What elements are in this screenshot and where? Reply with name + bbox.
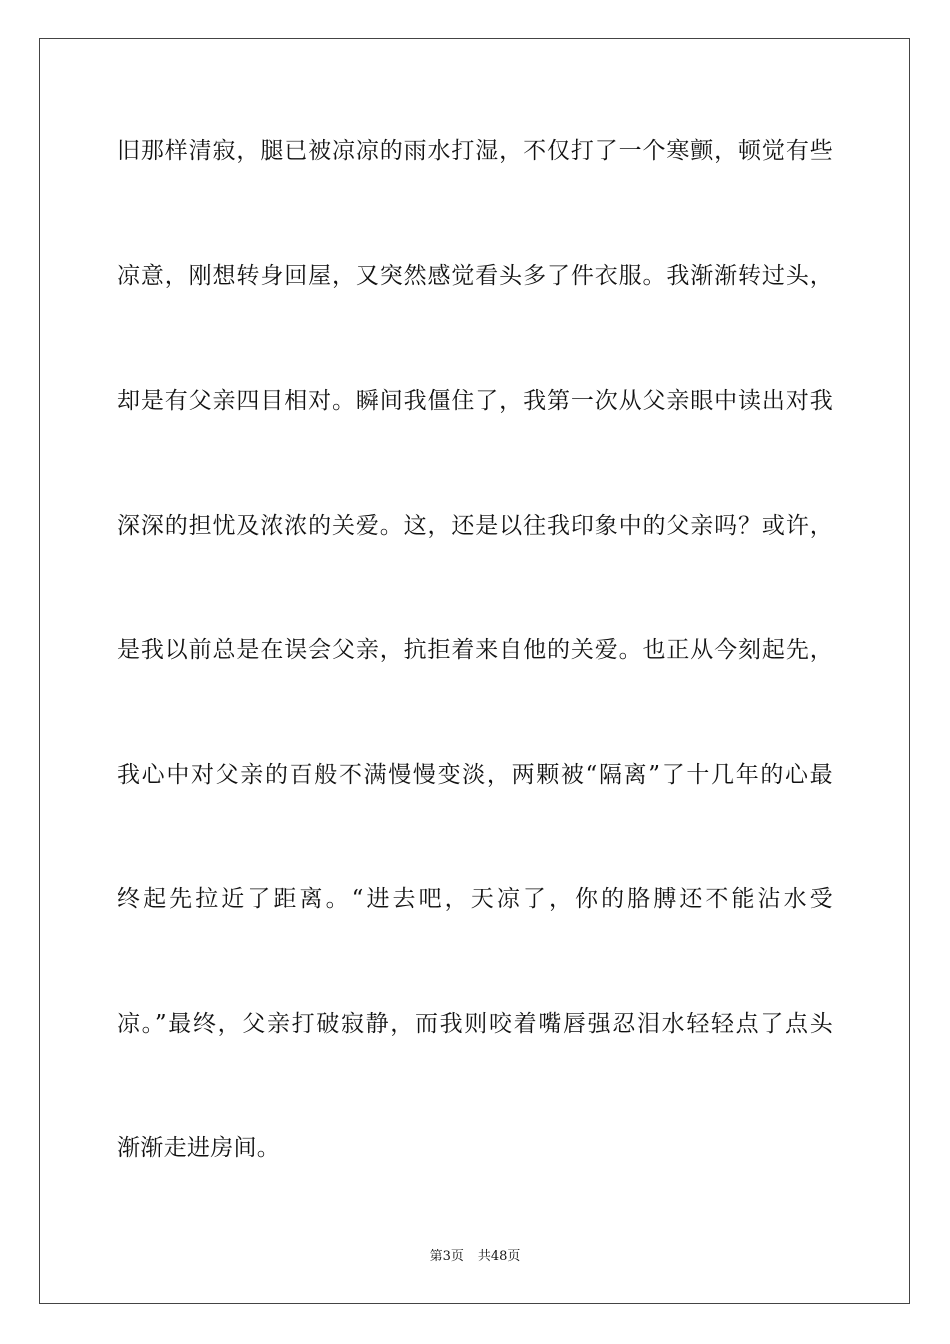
- page-number: 第3页: [429, 1249, 464, 1264]
- body-text-line-2: 凉意，刚想转身回屋，又突然感觉看头多了件衣服。我渐渐转过头，: [117, 263, 833, 289]
- page-frame: [39, 38, 910, 1304]
- body-text-line-1: 旧那样清寂，腿已被凉凉的雨水打湿，不仅打了一个寒颤，顿觉有些: [117, 138, 833, 164]
- body-text-line-4: 深深的担忧及浓浓的关爱。这，还是以往我印象中的父亲吗？或许，: [117, 513, 833, 539]
- body-text-line-8: 凉。”最终，父亲打破寂静，而我则咬着嘴唇强忍泪水轻轻点了点头: [117, 1011, 833, 1037]
- page-total: 共48页: [477, 1249, 521, 1264]
- page-footer: [0, 1248, 950, 1266]
- body-text-line-3: 却是有父亲四目相对。瞬间我僵住了，我第一次从父亲眼中读出对我: [117, 388, 833, 414]
- body-text-line-5: 是我以前总是在误会父亲，抗拒着来自他的关爱。也正从今刻起先，: [117, 637, 833, 663]
- body-text-line-6: 我心中对父亲的百般不满慢慢变淡，两颗被“隔离”了十几年的心最: [117, 762, 833, 788]
- body-text-line-9: 渐渐走进房间。: [117, 1135, 281, 1161]
- body-text-line-7: 终起先拉近了距离。“进去吧，天凉了，你的胳膊还不能沾水受: [117, 886, 833, 912]
